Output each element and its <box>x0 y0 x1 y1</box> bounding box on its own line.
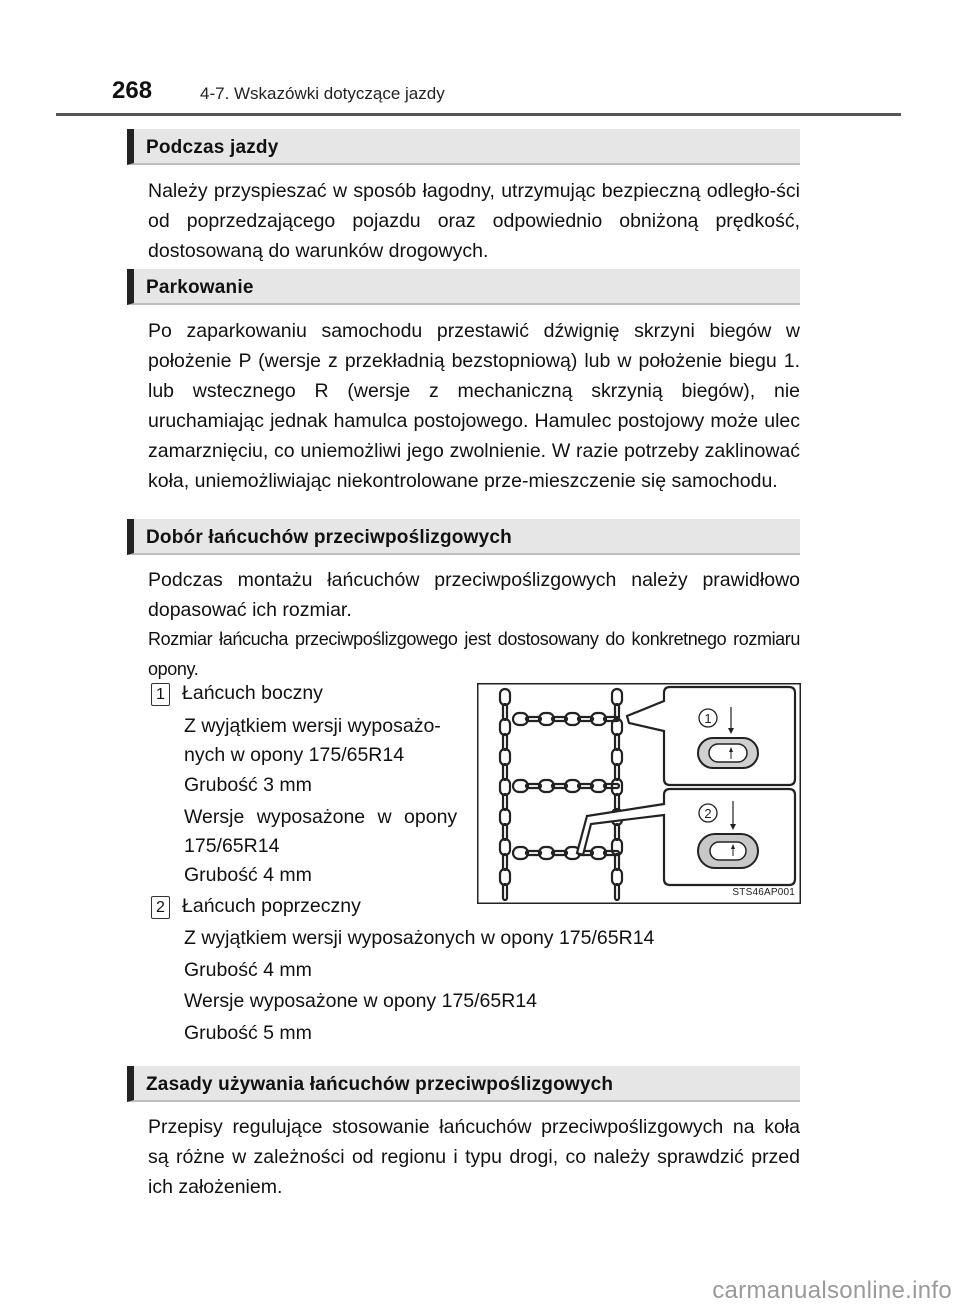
paragraph: Należy przyspieszać w sposób łagodny, utrzymując bezpieczną odległo-ści od poprzedzającego pojazdu oraz odpowiednio obniżoną prędkość, dostosowaną do warunków drogowych. <box>148 180 800 262</box>
item-title: Łańcuch boczny <box>182 682 323 704</box>
item-line: Grubość 4 mm <box>184 864 312 886</box>
figure-code: STS46AP001 <box>732 887 795 898</box>
snow-chain-figure <box>477 683 801 904</box>
section-heading-zasady-uzywania <box>127 1066 800 1102</box>
snow-chain-illustration <box>477 683 801 904</box>
paragraph: Rozmiar łańcucha przeciwpoślizgowego jest dostosowany do konkretnego rozmiaru opony. <box>148 629 800 679</box>
section-heading-text: Dobór łańcuchów przeciwpoślizgowych <box>146 527 512 548</box>
section-heading-text: Parkowanie <box>146 277 254 298</box>
item-line: 175/65R14 <box>184 835 280 857</box>
item-line: Grubość 3 mm <box>184 774 312 796</box>
item-line: nych w opony 175/65R14 <box>184 744 405 766</box>
item-line: Wersje wyposażone w opony <box>184 806 458 828</box>
figure-callout-2: 2 <box>704 806 712 821</box>
section-heading-dobor-lancuchow <box>127 519 800 555</box>
figure-callout-1: 1 <box>704 711 712 726</box>
item-line: Z wyjątkiem wersji wyposażo- <box>184 715 441 737</box>
item-line: Grubość 5 mm <box>184 1022 312 1044</box>
item-number-badge: 2 <box>151 896 170 919</box>
header-rule <box>56 113 901 116</box>
item-number-badge: 1 <box>151 683 170 706</box>
paragraph: Przepisy regulujące stosowanie łańcuchów przeciwpoślizgowych na koła są różne w zależności od regionu i typu drogi, co należy sprawdzić przed ich założeniem. <box>148 1116 800 1198</box>
section-heading-text: Podczas jazdy <box>146 137 279 158</box>
page-number: 268 <box>112 77 153 104</box>
item-line: Z wyjątkiem wersji wyposażonych w opony 175/65R14 <box>184 927 655 949</box>
section-heading-text: Zasady używania łańcuchów przeciwpoślizgowych <box>146 1074 614 1095</box>
item-title: Łańcuch poprzeczny <box>182 895 361 917</box>
section-heading-parkowanie <box>127 269 800 305</box>
paragraph: Podczas montażu łańcuchów przeciwpoślizgowych należy prawidłowo dopasować ich rozmiar. <box>148 569 800 621</box>
item-line: Wersje wyposażone w opony 175/65R14 <box>184 990 538 1012</box>
chapter-title: 4-7. Wskazówki dotyczące jazdy <box>200 84 445 103</box>
paragraph: Po zaparkowaniu samochodu przestawić dźwignię skrzyni biegów w położenie P (wersje z przekładnią bezstopniową) lub w położenie biegu 1. lub wstecznego R (wersje z mechaniczną skrzynią biegów), nie uruchamiając jednak hamulca postojowego. Hamulec postojowy może ulec zamarznięciu, co uniemożliwi jego zwolnienie. W razie potrzeby zaklinować koła, uniemożliwiając niekontrolowane prze-mieszczenie się samochodu. <box>148 320 800 492</box>
watermark: carmanualsonline.info <box>712 1277 952 1304</box>
section-heading-podczas-jazdy <box>127 129 800 165</box>
item-line: Grubość 4 mm <box>184 959 312 981</box>
